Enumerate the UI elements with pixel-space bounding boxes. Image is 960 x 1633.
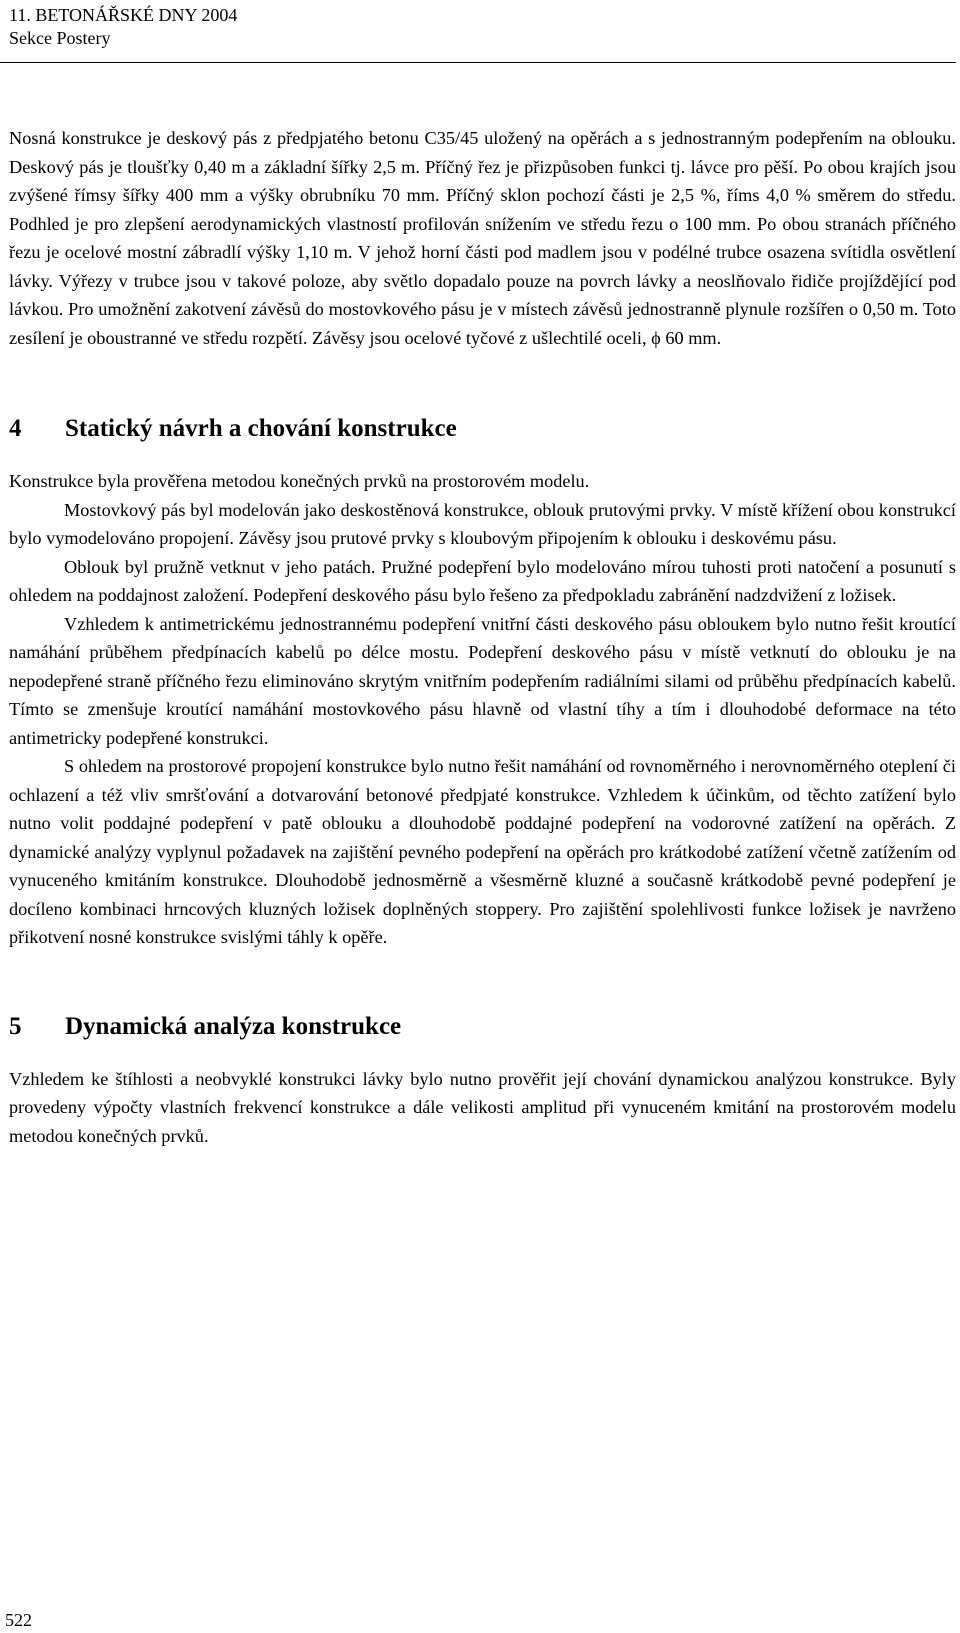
section-4-paragraph-4: Vzhledem k antimetrickému jednostrannému podepření vnitřní části deskového pásu obloukem bylo nutno řešit kroutící namáhání průběhem předpínacích kabelů po délce mostu. Podepření deskového pásu v místě vetknutí do oblouku je na nepodepřené straně příčného řezu eliminováno skrytým vnitřním podepřením radiálními silami od průběhu předpínacích kabelů. Tímto se zmenšuje kroutící namáhání mostovkového pásu hlavně od vlastní tíhy a tím i dlouhodobé deformace na této antimetricky podepřené konstrukci.: [9, 613, 956, 748]
header-conference-title: 11. BETONÁŘSKÉ DNY 2004: [9, 5, 238, 25]
section-4-heading: [9, 413, 956, 445]
section-4-paragraph-1: Konstrukce byla prověřena metodou konečných prvků na prostorovém modelu.: [9, 471, 590, 491]
section-5-heading: [9, 1011, 956, 1043]
section-4-number: 4: [9, 415, 22, 442]
section-5-title: Dynamická analýza konstrukce: [65, 1012, 402, 1040]
page-number: 522: [5, 1610, 32, 1630]
running-header: [9, 4, 237, 50]
section-4-paragraph-2: Mostovkový pás byl modelován jako deskostěnová konstrukce, oblouk prutovými prvky. V místě křížení obou konstrukcí bylo vymodelováno propojení. Závěsy jsou prutové prvky s kloubovým připojením k oblouku i deskovému pásu.: [9, 499, 956, 548]
intro-paragraph: Nosná konstrukce je deskový pás z předpjatého betonu C35/45 uložený na opěrách a s jednostranným podepřením na oblouku. Deskový pás je tloušťky 0,40 m a základní šířky 2,5 m. Příčný řez je přizpůsoben funkci tj. lávce pro pěší. Po obou krajích jsou zvýšené římsy šířky 400 mm a výšky obrubníku 70 mm. Příčný sklon pochozí části je 2,5 %, říms 4,0 % směrem do středu. Podhled je pro zlepšení aerodynamických vlastností profilován snížením ve středu řezu o 100 mm. Po obou stranách příčného řezu je ocelové mostní zábradlí výšky 1,10 m. V jehož horní části pod madlem jsou v podélné trubce osazena svítidla osvětlení lávky. Výřezy v trubce jsou v takové poloze, aby světlo dopadalo pouze na povrch lávky a neoslňovalo řidiče projíždějící pod lávkou. Pro umožnění zakotvení závěsů do mostovkového pásu je v místech závěsů jednostranně plynule rozšířen o 0,50 m. Toto zesílení je oboustranné ve středu rozpětí. Závěsy jsou ocelové tyčové z ušlechtilé oceli, ϕ 60 mm.: [9, 128, 956, 348]
header-section-name: Sekce Postery: [9, 28, 111, 48]
header-divider: [0, 62, 956, 63]
page-body: [9, 124, 956, 1150]
section-4-paragraph-3: Oblouk byl pružně vetknut v jeho patách. Pružné podepření bylo modelováno mírou tuhosti proti natočení a posunutí s ohledem na poddajnost založení. Podepření deskového pásu bylo řešeno za předpokladu zabránění nadzdvižení z ložisek.: [9, 556, 956, 605]
section-5-number: 5: [9, 1012, 22, 1040]
section-5-paragraph-1: Vzhledem ke štíhlosti a neobvyklé konstrukci lávky bylo nutno prověřit její chování dynamickou analýzou konstrukce. Byly provedeny výpočty vlastních frekvencí konstrukce a dále velikosti amplitud při vynuceném kmitání na prostorovém modelu metodou konečných prvků.: [9, 1068, 956, 1146]
section-4-paragraph-5: S ohledem na prostorové propojení konstrukce bylo nutno řešit namáhání od rovnoměrného i nerovnoměrného oteplení či ochlazení a též vliv smršťování a dotvarování betonové předpjaté konstrukce. Vzhledem k účinkům, od těchto zatížení bylo nutno volit poddajné podepření v patě oblouku a dlouhodobě poddajné podepření na vodorovné zatížení na opěrách. Z dynamické analýzy vyplynul požadavek na zajištění pevného podepření na opěrách pro krátkodobé zatížení včetně zatížením od vynuceného kmitáním konstrukce. Dlouhodobě jednosměrně a všesměrně kluzné a současně krátkodobě pevné podepření je docíleno kombinaci hrncových kluzných ložisek doplněných stoppery. Pro zajištění spolehlivosti funkce ložisek je navrženo přikotvení nosné konstrukce svislými táhly k opěře.: [9, 756, 956, 947]
section-4-title: Statický návrh a chování konstrukce: [65, 415, 457, 442]
